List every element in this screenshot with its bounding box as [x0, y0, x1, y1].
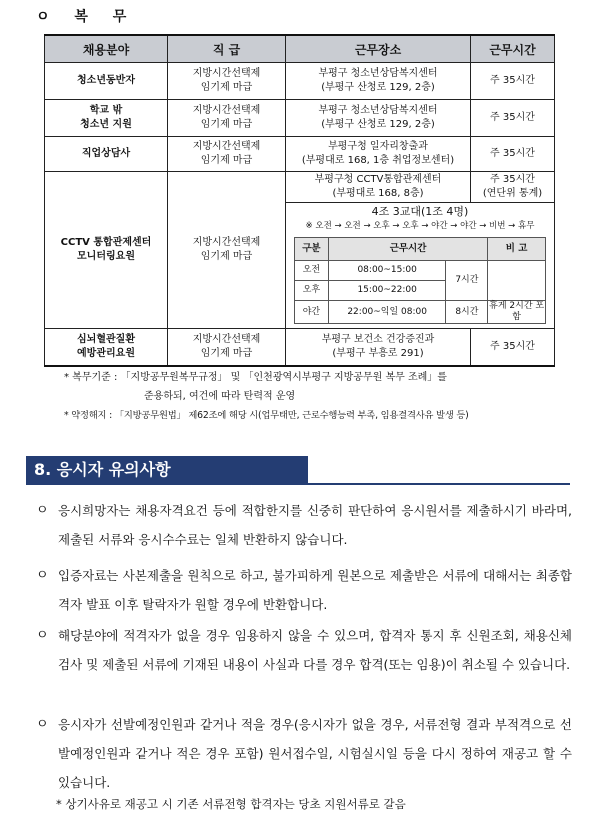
hours-cell: 주 35시간	[471, 137, 555, 172]
rank-cell: 지방시간선택제 임기제 마급	[168, 63, 286, 100]
shift-night-hours: 8시간	[446, 301, 488, 324]
notice-text: 입증자료는 사본제출을 원칙으로 하고, 불가피하게 원본으로 제출받은 서류에 대해서는 최종합격자 발표 이후 탈락자가 원할 경우에 반환합니다.	[58, 568, 572, 612]
bullet-icon: ㅇ	[36, 717, 49, 732]
duty-table	[44, 34, 555, 367]
shift-header-note: 비 고	[488, 238, 546, 261]
header-hours: 근무시간	[471, 35, 555, 63]
field-cell: 청소년동반자	[45, 63, 168, 100]
place-cell: 부평구청 일자리창출과 (부평대로 168, 1층 취업정보센터)	[286, 137, 471, 172]
cctv-shift-cell	[286, 203, 555, 329]
note-termination: * 약정해지 : 「지방공무원법」 제62조에 해당 시(업무태만, 근로수행능력 부족, 임용결격사유 발생 등)	[64, 410, 469, 421]
table-row	[45, 63, 555, 100]
place-cell: 부평구 보건소 건강증진과 (부평구 부흥로 291)	[286, 329, 471, 367]
rank-cell: 지방시간선택제 임기제 마급	[168, 100, 286, 137]
shift-name: 오후	[295, 281, 329, 301]
hours-cell: 주 35시간 (연단위 통계)	[471, 172, 555, 203]
table-row	[45, 100, 555, 137]
shift-time: 15:00~22:00	[328, 281, 446, 301]
table-header-row	[45, 35, 555, 63]
notice-text: 응시희망자는 채용자격요건 등에 적합한지를 신중히 판단하여 응시원서를 제출하시기 바라며, 제출된 서류와 응시수수료는 일체 반환하지 않습니다.	[58, 503, 572, 547]
shift-header-row	[295, 238, 546, 261]
section-banner: 8. 응시자 유의사항	[26, 456, 308, 484]
field-cell: CCTV 통합관제센터 모니터링요원	[45, 172, 168, 329]
banner-rule	[26, 483, 570, 485]
field-cell: 직업상담사	[45, 137, 168, 172]
shift-table	[294, 237, 546, 324]
rank-cell: 지방시간선택제 임기제 마급	[168, 172, 286, 329]
note-service-standard: * 복무기준 : 「지방공무원복무규정」 및 「인천광역시부평구 지방공무원 복무 조례」를	[64, 372, 447, 383]
table-row	[45, 329, 555, 367]
shift-time: 22:00~익일 08:00	[328, 301, 446, 324]
shift-title: 4조 3교대(1조 4명)	[371, 205, 469, 218]
shift-time: 08:00~15:00	[328, 261, 446, 281]
shift-header-time: 근무시간	[328, 238, 487, 261]
rank-cell: 지방시간선택제 임기제 마급	[168, 329, 286, 367]
bullet-icon: ㅇ	[36, 503, 49, 518]
field-cell: 학교 밖 청소년 지원	[45, 100, 168, 137]
hours-cell: 주 35시간	[471, 329, 555, 367]
section-title: ㅇ 복 무	[36, 9, 137, 25]
notice-item	[36, 561, 572, 619]
notice-text: 응시자가 선발예정인원과 같거나 적을 경우(응시자가 없을 경우, 서류전형 결과 부적격으로 선발예정인원과 같거나 적은 경우 포함) 원서접수일, 시험실시일 등을 다시 정하여 재공고 할 수 있습니다.	[58, 717, 572, 790]
bullet-icon: ㅇ	[36, 568, 49, 583]
notice-text: 해당분야에 적격자가 없을 경우 임용하지 않을 수 있으며, 합격자 통지 후 신원조회, 채용신체검사 및 제출된 서류에 기재된 내용이 사실과 다를 경우 합격(또는 임용)이 취소될 수 있습니다.	[58, 628, 572, 672]
shift-row	[295, 261, 546, 281]
hours-cell: 주 35시간	[471, 63, 555, 100]
place-cell: 부평구 청소년상담복지센터 (부평구 산청로 129, 2층)	[286, 100, 471, 137]
place-cell: 부평구청 CCTV통합관제센터 (부평대로 168, 8층)	[286, 172, 471, 203]
header-place: 근무장소	[286, 35, 471, 63]
notice-item	[36, 496, 572, 554]
shift-day-note	[488, 261, 546, 301]
shift-day-hours: 7시간	[446, 261, 488, 301]
rank-cell: 지방시간선택제 임기제 마급	[168, 137, 286, 172]
table-row	[45, 137, 555, 172]
notice-item	[36, 710, 572, 797]
shift-sequence: ※ 오전 → 오전 → 오후 → 오후 → 야간 → 야간 → 비번 → 휴무	[305, 221, 535, 231]
header-rank: 직 급	[168, 35, 286, 63]
bullet-icon: ㅇ	[36, 628, 49, 643]
hours-cell: 주 35시간	[471, 100, 555, 137]
note-service-standard-cont: 준용하되, 여건에 따라 탄력적 운영	[144, 391, 296, 402]
place-cell: 부평구 청소년상담복지센터 (부평구 산청로 129, 2층)	[286, 63, 471, 100]
sub-note: * 상기사유로 재공고 시 기존 서류전형 합격자는 당초 지원서류로 갈음	[56, 797, 406, 811]
shift-name: 오전	[295, 261, 329, 281]
shift-row	[295, 301, 546, 324]
table-row	[45, 172, 555, 203]
shift-header-type: 구분	[295, 238, 329, 261]
footnotes	[64, 368, 564, 425]
notice-item	[36, 621, 572, 679]
shift-night-note: 휴게 2시간 포함	[489, 301, 545, 322]
field-cell: 심뇌혈관질환 예방관리요원	[45, 329, 168, 367]
shift-name: 야간	[295, 301, 329, 324]
header-field: 채용분야	[45, 35, 168, 63]
